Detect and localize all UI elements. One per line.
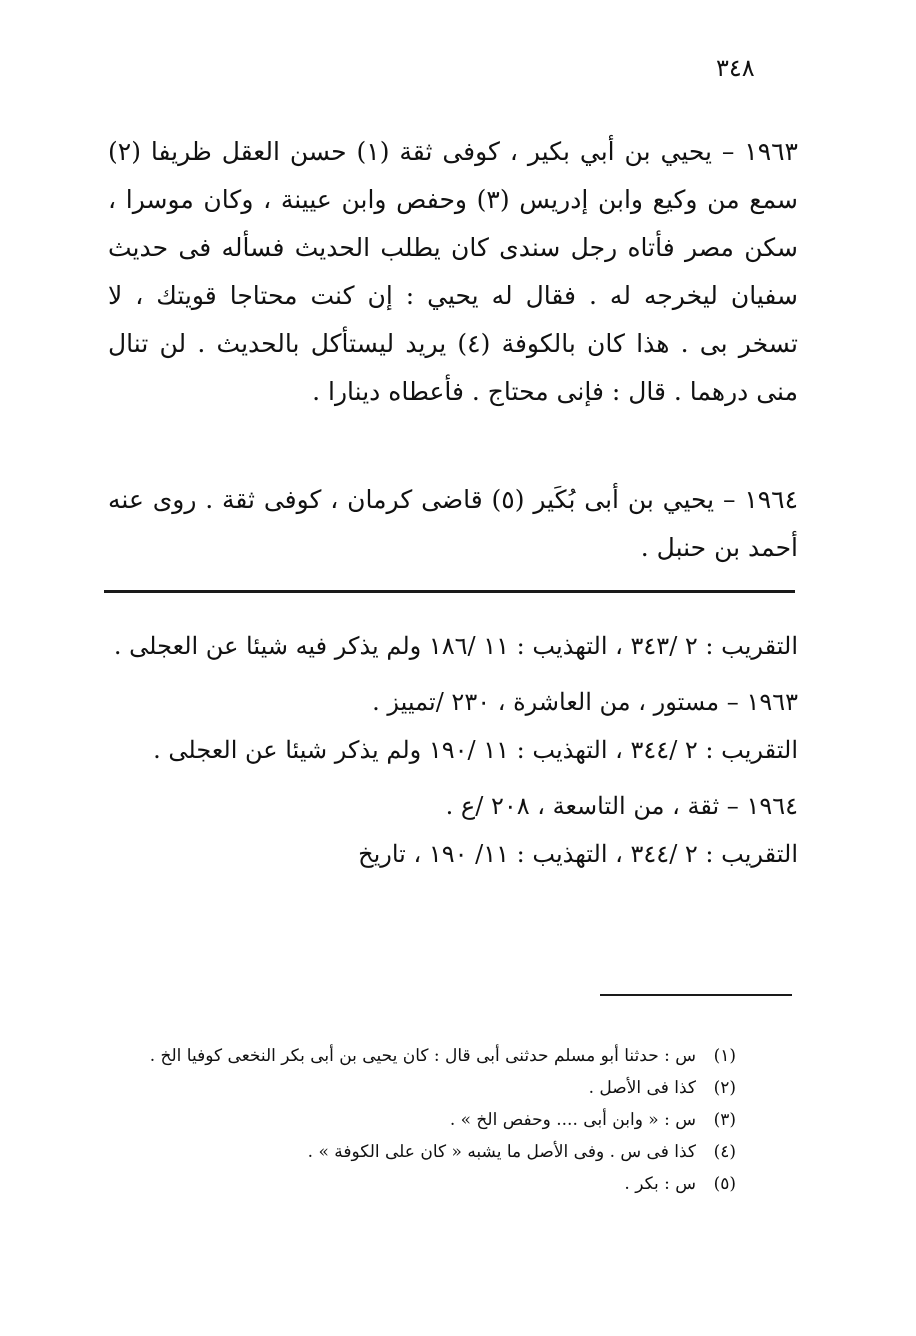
apparatus-line [108, 622, 798, 670]
apparatus-text: التقريب : ٢ /٣٤٣ ، التهذيب : ١١ /١٨٦ ولم يذكر فيه شيئا عن العجلى . [113, 632, 798, 660]
footnote-item [96, 1168, 736, 1200]
entry-1963 [108, 128, 798, 416]
footnote-text: س : حدثنا أبو مسلم حدثنى أبى قال : كان يحيى بن أبى بكر النخعى كوفيا الخ . [149, 1046, 696, 1066]
apparatus-text: مستور ، من العاشرة ، ٢٣٠ /تمييز . [372, 688, 720, 716]
entry-text [108, 128, 798, 416]
apparatus-line [108, 830, 798, 878]
page-number: ٣٤٨ [716, 54, 755, 82]
apparatus-number: ١٩٦٤ – [726, 792, 798, 820]
footnote-text: كذا فى الأصل . [588, 1078, 696, 1098]
footnote-text: كذا فى س . وفى الأصل ما يشبه « كان على الكوفة » . [307, 1142, 696, 1162]
footnote-text: س : بكر . [624, 1174, 696, 1194]
entry-text [108, 476, 798, 572]
footnote-item [96, 1136, 736, 1168]
apparatus-line [108, 678, 798, 726]
footnote-divider [600, 994, 792, 996]
footnotes [96, 1040, 736, 1200]
apparatus-number: ١٩٦٣ – [726, 688, 798, 716]
apparatus-line [108, 782, 798, 830]
footnote-item [96, 1104, 736, 1136]
apparatus-text: التقريب : ٢ /٣٤٤ ، التهذيب : ١١ /١٩٠ ولم يذكر شيئا عن العجلى . [153, 736, 798, 764]
footnote-mark: (١) [713, 1046, 736, 1066]
entry-body: يحيي بن أبى بُكَير (٥) قاضى كرمان ، كوفى ثقة . روى عنه أحمد بن حنبل . [108, 485, 798, 562]
apparatus-text: ثقة ، من التاسعة ، ٢٠٨ /ع . [445, 792, 720, 820]
footnote-mark: (٤) [713, 1142, 736, 1162]
footnote-mark: (٥) [713, 1174, 736, 1194]
footnote-item [96, 1040, 736, 1072]
entry-body: يحيي بن أبي بكير ، كوفى ثقة (١) حسن العقل ظريفا (٢) سمع من وكيع وابن إدريس (٣) وحفص وابن عيينة ، وكان موسرا ، سكن مصر فأتاه رجل سندى كان يطلب الحديث فسأله فى حديث سفيان ليخرجه له . فقال له يحيي : إن كنت محتاجا قويتك ، لا تسخر بى . هذا كان بالكوفة (٤) يريد ليستأكل بالحديث . لن تنال منى درهما . قال : فإنى محتاج . فأعطاه دينارا . [108, 137, 798, 406]
footnote-mark: (٣) [713, 1110, 736, 1130]
footnote-mark: (٢) [713, 1078, 736, 1098]
entry-1964 [108, 476, 798, 572]
footnote-item [96, 1072, 736, 1104]
footnote-text: س : « وابن أبى .... وحفص الخ » . [449, 1110, 696, 1130]
apparatus-block [108, 622, 798, 878]
apparatus-line [108, 726, 798, 774]
entry-number: ١٩٦٣ – [721, 137, 798, 166]
section-divider [104, 590, 795, 593]
entry-number: ١٩٦٤ – [722, 485, 799, 514]
apparatus-text: التقريب : ٢ /٣٤٤ ، التهذيب : ١١/ ١٩٠ ، تاريخ [358, 840, 798, 868]
